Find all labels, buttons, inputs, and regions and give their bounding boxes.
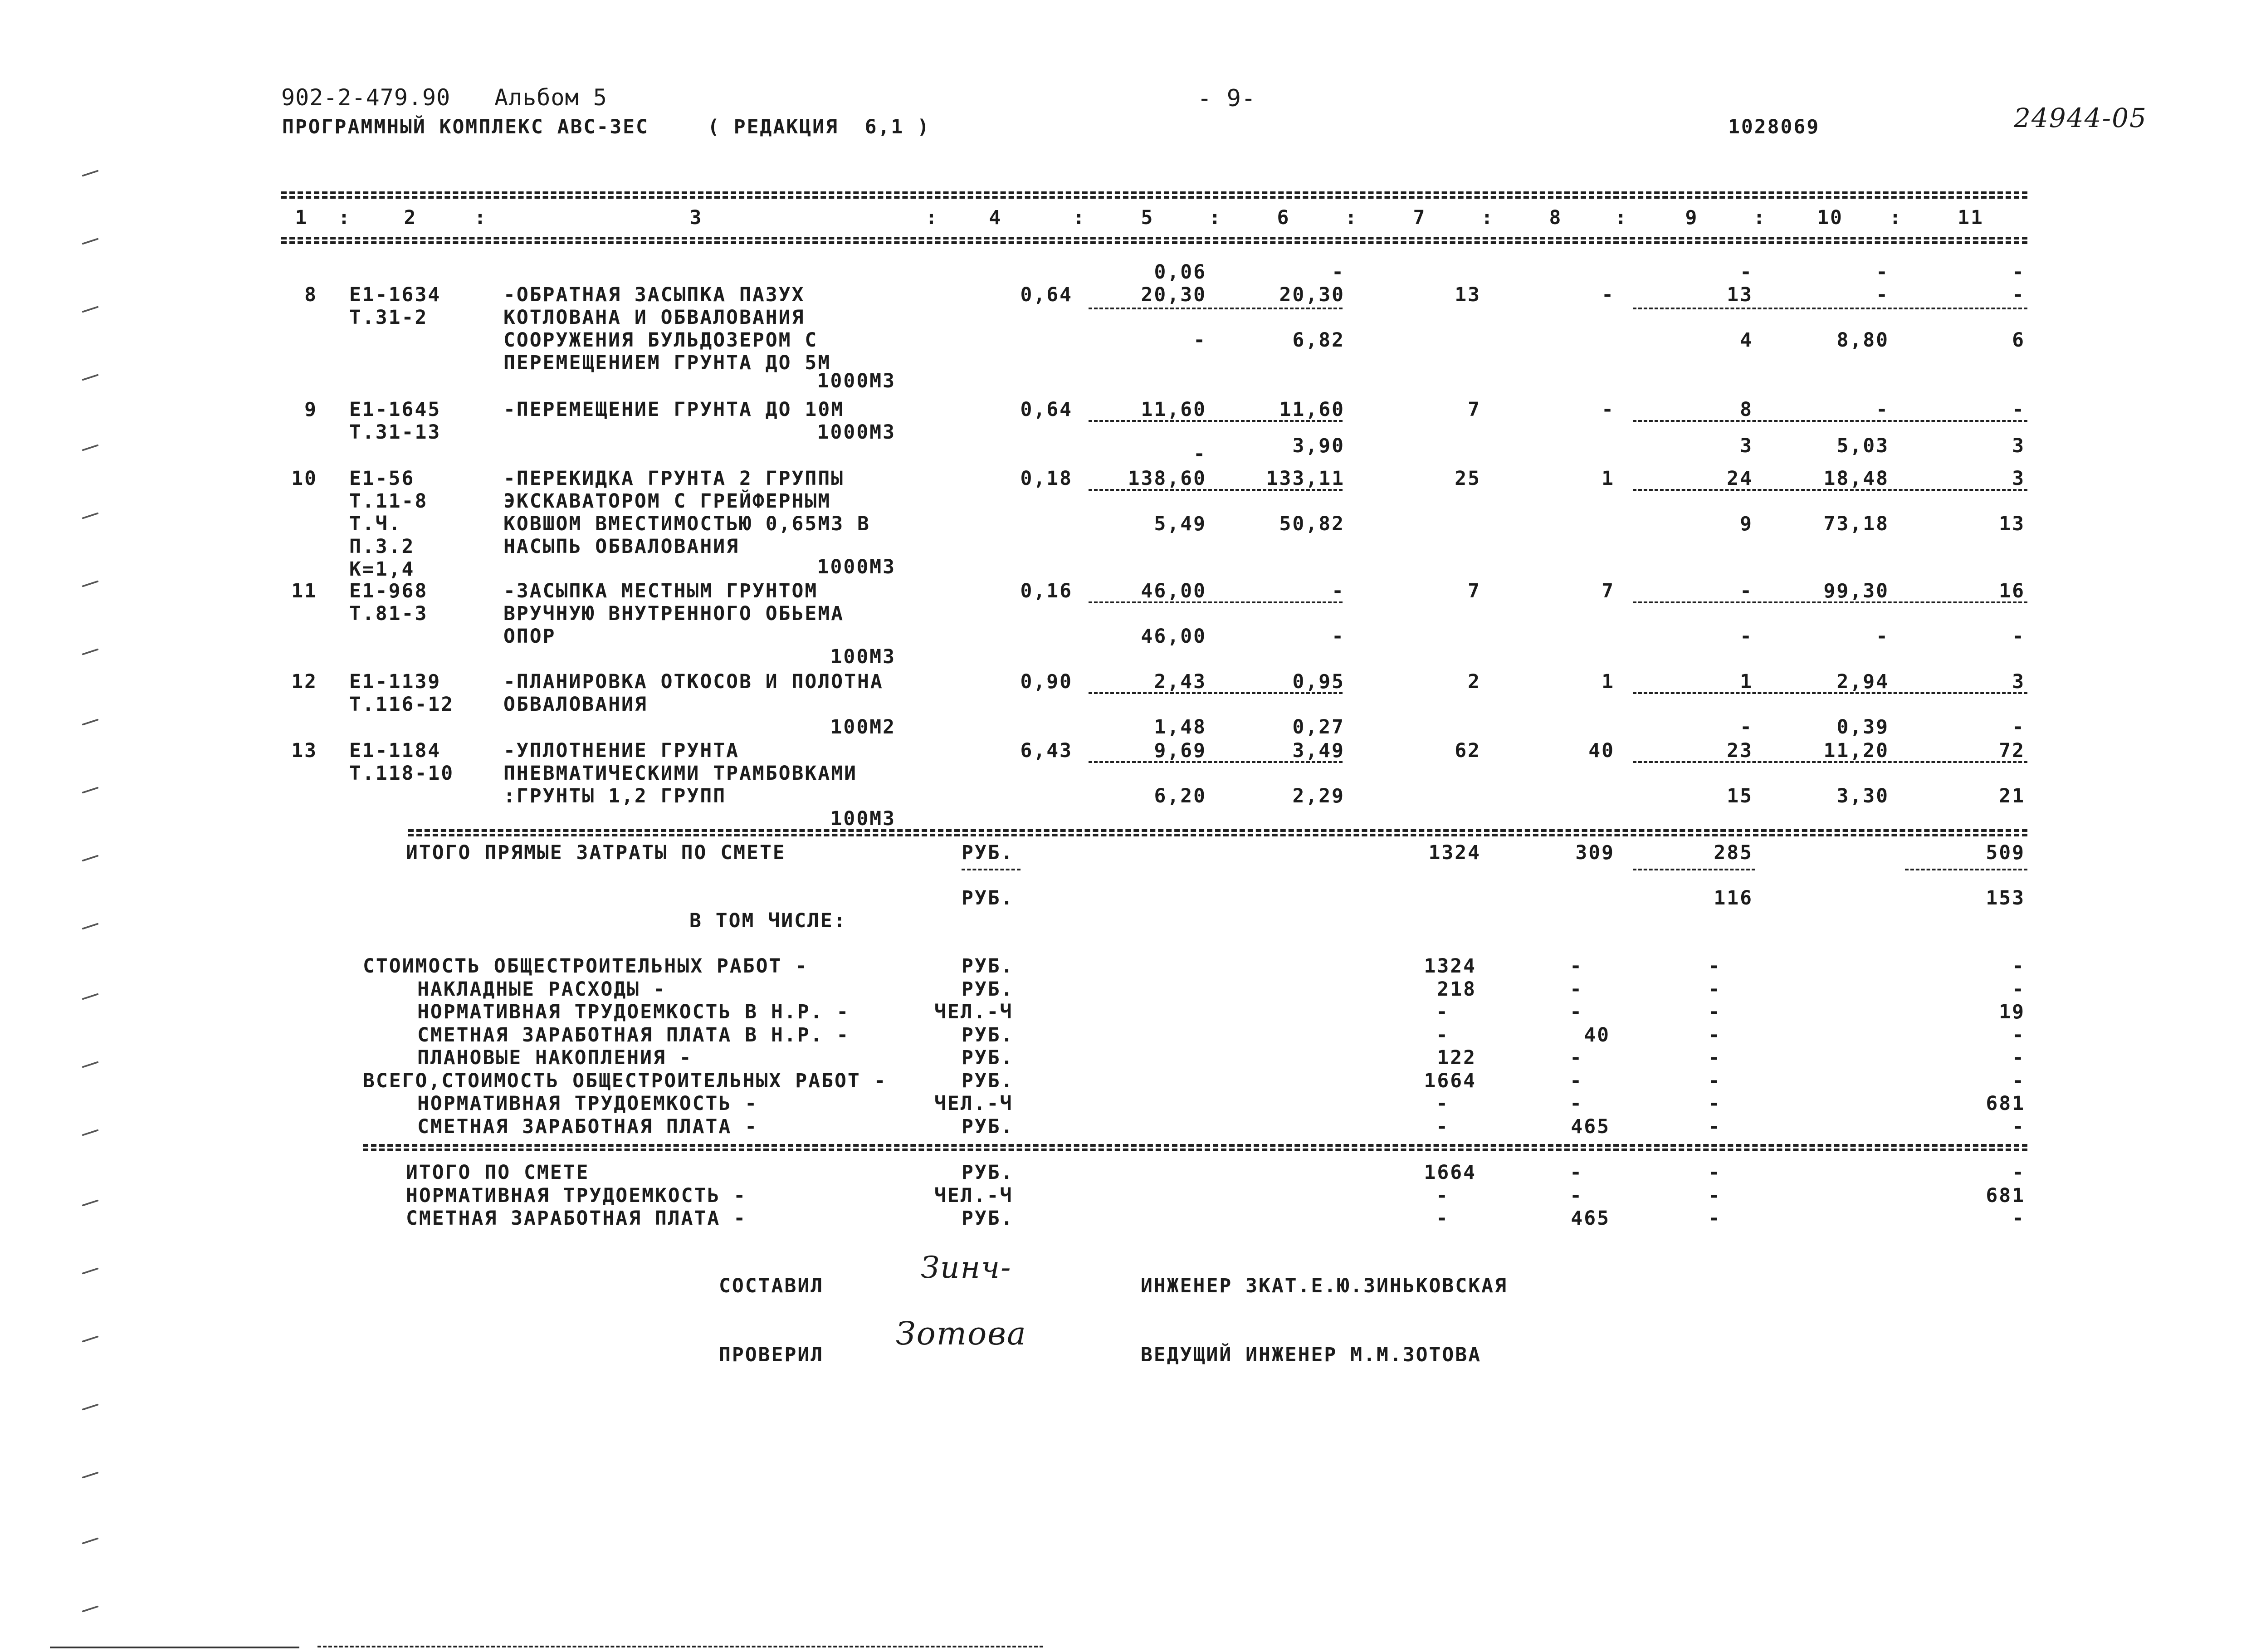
column-header-10: 10 (1817, 206, 1843, 229)
value-sub-c6: 2,29 (1292, 785, 1345, 807)
row-number: 8 (304, 283, 317, 306)
value-c10: 2,94 (1836, 670, 1889, 693)
value-sub-c5: 6,20 (1154, 785, 1206, 807)
value-c11: 16 (1999, 580, 2025, 602)
row-extra-note: К=1,4 (349, 558, 415, 581)
handwritten-number: 24944-05 (2014, 103, 2147, 133)
unit-rule (962, 869, 1021, 870)
summary-unit: РУБ. (962, 1115, 1014, 1138)
software-label: ПРОГРАММНЫЙ КОМПЛЕКС АВС-3ЕС (282, 116, 649, 138)
totals-rule-top (408, 829, 2027, 832)
final-rule-top-2 (363, 1149, 2027, 1151)
work-description: ПЕРЕМЕЩЕНИЕМ ГРУНТА ДО 5М (503, 352, 831, 374)
column-separator: : (338, 206, 352, 229)
value-c7: 2 (1468, 670, 1481, 693)
value-c5: 9,69 (1154, 739, 1206, 762)
margin-mark (82, 648, 98, 655)
value-c11: - (2012, 283, 2025, 306)
summary-c8: - (1570, 1046, 1583, 1069)
measure-unit: 100М3 (830, 807, 896, 830)
value-sub-c5: 5,49 (1154, 513, 1206, 535)
direct-costs-c11-sub: 153 (1986, 887, 2025, 909)
measure-unit: 1000М3 (817, 370, 896, 392)
subtotal-rule (1089, 308, 1343, 309)
value-sub-c11: - (2012, 625, 2025, 648)
value-c7: 7 (1468, 580, 1481, 602)
value-sub-c6: 0,27 (1292, 716, 1345, 738)
margin-mark (82, 1061, 98, 1068)
value-sub-c9: 15 (1727, 785, 1753, 807)
subtotal-rule (1633, 489, 2027, 491)
subtotal-rule (1089, 420, 1343, 422)
subtotal-rule (1089, 489, 1343, 491)
column-header-9: 9 (1685, 206, 1699, 229)
c9-rule (1633, 869, 1755, 870)
margin-mark (82, 1129, 98, 1136)
summary-unit: ЧЕЛ.-Ч (934, 1092, 1013, 1115)
direct-costs-c9-sub: 116 (1714, 887, 1753, 909)
value-sub-c6: 50,82 (1279, 513, 1345, 535)
value-sub-c11: 13 (1999, 513, 2025, 535)
summary-unit: РУБ. (962, 978, 1014, 1001)
margin-mark (82, 923, 98, 930)
summary-label: СМЕТНАЯ ЗАРАБОТНАЯ ПЛАТА В Н.Р. - (417, 1023, 850, 1046)
value-sub-c11: - (2012, 716, 2025, 738)
work-description: -ПЛАНИРОВКА ОТКОСОВ И ПОЛОТНА (503, 670, 884, 693)
summary-c8: - (1570, 1092, 1583, 1115)
work-description: КОВШОМ ВМЕСТИМОСТЬЮ 0,65М3 В (503, 513, 870, 535)
value-c5: 138,60 (1128, 467, 1206, 490)
work-description: ВРУЧНУЮ ВНУТРЕННОГО ОБЬЕМА (503, 602, 845, 625)
summary-c11: - (2012, 1115, 2025, 1138)
direct-costs-c7: 1324 (1428, 841, 1481, 864)
summary-c11: - (2012, 1046, 2025, 1069)
value-c10: 99,30 (1823, 580, 1889, 602)
work-description: -УПЛОТНЕНИЕ ГРУНТА (503, 739, 739, 762)
value-sub-c10: 8,80 (1836, 329, 1889, 352)
norm-code: Е1-968 (349, 580, 428, 602)
value-c9: 24 (1727, 467, 1753, 490)
value-top-c6: - (1332, 261, 1345, 283)
margin-mark (82, 1471, 98, 1479)
value-c9: 13 (1727, 283, 1753, 306)
table-ref: Т.116-12 (349, 693, 454, 716)
value-c6: 11,60 (1279, 398, 1345, 421)
value-c8: 7 (1602, 580, 1615, 602)
work-description: -ЗАСЫПКА МЕСТНЫМ ГРУНТОМ (503, 580, 818, 602)
header-rule-top-2 (281, 196, 2027, 199)
value-sub-c5: 46,00 (1141, 625, 1206, 648)
quantity: 6,43 (1020, 739, 1073, 762)
summary-label: СТОИМОСТЬ ОБЩЕСТРОИТЕЛЬНЫХ РАБОТ - (363, 955, 809, 978)
value-c11: 3 (2012, 467, 2025, 490)
header-rule-bottom-2 (281, 241, 2027, 244)
work-description: ОБВАЛОВАНИЯ (503, 693, 648, 716)
summary-c8: - (1570, 1001, 1583, 1023)
column-header-5: 5 (1141, 206, 1154, 229)
value-sub-c10: 73,18 (1823, 513, 1889, 535)
row-number: 10 (291, 467, 317, 490)
summary-label: ПЛАНОВЫЕ НАКОПЛЕНИЯ - (417, 1046, 693, 1069)
column-separator: : (1889, 206, 1903, 229)
summary-c11: - (2012, 978, 2025, 1001)
compiled-name: ИНЖЕНЕР 3КАТ.Е.Ю.ЗИНЬКОВСКАЯ (1141, 1275, 1508, 1297)
margin-mark (82, 1267, 98, 1275)
subtotal-rule (1089, 692, 1343, 694)
compiled-label: СОСТАВИЛ (719, 1275, 824, 1297)
final-rule-top (363, 1144, 2027, 1147)
value-c5: 11,60 (1141, 398, 1206, 421)
summary-label: НАКЛАДНЫЕ РАСХОДЫ - (417, 978, 666, 1001)
final-c8: - (1570, 1161, 1583, 1184)
value-c11: - (2012, 398, 2025, 421)
checked-signature: Зотова (896, 1315, 1027, 1352)
column-header-2: 2 (404, 206, 417, 229)
row-number: 13 (291, 739, 317, 762)
value-sub-c6: - (1332, 625, 1345, 648)
column-header-7: 7 (1413, 206, 1426, 229)
quantity: 0,90 (1020, 670, 1073, 693)
value-c8: 1 (1602, 467, 1615, 490)
direct-costs-c8: 309 (1575, 841, 1615, 864)
value-c8: - (1602, 283, 1615, 306)
value-c10: 18,48 (1823, 467, 1889, 490)
final-c11: - (2012, 1161, 2025, 1184)
value-c11: 72 (1999, 739, 2025, 762)
quantity: 0,64 (1020, 283, 1073, 306)
page-number: - 9- (1197, 85, 1256, 112)
column-separator: : (474, 206, 488, 229)
final-c11: - (2012, 1207, 2025, 1230)
totals-rule-top-2 (408, 834, 2027, 836)
work-description: ЭКСКАВАТОРОМ С ГРЕЙФЕРНЫМ (503, 490, 831, 513)
margin-mark (82, 787, 98, 794)
summary-c9: - (1708, 1069, 1721, 1092)
value-c5: 2,43 (1154, 670, 1206, 693)
summary-c8: 40 (1584, 1023, 1610, 1046)
summary-c8: - (1570, 955, 1583, 978)
norm-code: Е1-1645 (349, 398, 441, 421)
norm-code: Е1-1184 (349, 739, 441, 762)
table-ref: Т.118-10 (349, 762, 454, 785)
summary-c7: 122 (1437, 1046, 1476, 1069)
summary-c9: - (1708, 1046, 1721, 1069)
value-c7: 7 (1468, 398, 1481, 421)
value-sub-c9: 9 (1740, 513, 1753, 535)
norm-code: Е1-1634 (349, 283, 441, 306)
final-c9: - (1708, 1161, 1721, 1184)
summary-c9: - (1708, 978, 1721, 1001)
summary-unit: РУБ. (962, 1046, 1014, 1069)
value-c9: 8 (1740, 398, 1753, 421)
column-separator: : (1753, 206, 1767, 229)
final-c7: 1664 (1424, 1161, 1476, 1184)
final-unit: РУБ. (962, 1161, 1014, 1184)
value-c6: 3,49 (1292, 739, 1345, 762)
margin-mark (82, 512, 98, 519)
measure-unit: 1000М3 (817, 421, 896, 444)
value-c7: 13 (1455, 283, 1481, 306)
value-c6: 20,30 (1279, 283, 1345, 306)
c11-rule (1905, 869, 2027, 870)
measure-unit: 1000М3 (817, 556, 896, 578)
final-label: НОРМАТИВНАЯ ТРУДОЕМКОСТЬ - (406, 1184, 747, 1207)
work-description: -ПЕРЕКИДКА ГРУНТА 2 ГРУППЫ (503, 467, 845, 490)
summary-label: СМЕТНАЯ ЗАРАБОТНАЯ ПЛАТА - (417, 1115, 758, 1138)
work-description: КОТЛОВАНА И ОБВАЛОВАНИЯ (503, 306, 805, 329)
margin-mark (82, 1537, 98, 1544)
value-c7: 62 (1455, 739, 1481, 762)
summary-c9: - (1708, 1115, 1721, 1138)
row-number: 9 (304, 398, 317, 421)
column-header-4: 4 (989, 206, 1002, 229)
summary-c7: 1664 (1424, 1069, 1476, 1092)
album-label: Альбом 5 (494, 84, 607, 111)
final-c8: 465 (1571, 1207, 1610, 1230)
value-top-c5: 0,06 (1154, 261, 1206, 283)
row-extra-note: Т.Ч. (349, 513, 402, 535)
value-c10: - (1876, 283, 1889, 306)
summary-c11: - (2012, 1069, 2025, 1092)
table-ref: Т.31-2 (349, 306, 428, 329)
value-c6: 0,95 (1292, 670, 1345, 693)
doc-code: 902-2-479.90 (281, 84, 451, 111)
value-sub-c9: - (1740, 625, 1753, 648)
value-c9: 23 (1727, 739, 1753, 762)
summary-c11: - (2012, 1023, 2025, 1046)
value-c8: 40 (1588, 739, 1615, 762)
column-header-6: 6 (1277, 206, 1290, 229)
column-separator: : (1345, 206, 1358, 229)
value-sub-c9: - (1740, 716, 1753, 738)
value-top-c9: - (1740, 261, 1753, 283)
margin-mark (82, 306, 98, 313)
margin-mark (82, 444, 98, 451)
final-unit: ЧЕЛ.-Ч (934, 1184, 1013, 1207)
quantity: 0,64 (1020, 398, 1073, 421)
value-sub-c5: - (1193, 329, 1206, 352)
margin-mark (82, 1605, 98, 1613)
value-c10: 11,20 (1823, 739, 1889, 762)
value-top-c11: - (2012, 261, 2025, 283)
doc-number: 1028069 (1728, 116, 1820, 138)
value-c8: 1 (1602, 670, 1615, 693)
direct-costs-c11: 509 (1986, 841, 2025, 864)
direct-costs-label: ИТОГО ПРЯМЫЕ ЗАТРАТЫ ПО СМЕТЕ (406, 841, 786, 864)
direct-costs-unit-2: РУБ. (962, 887, 1014, 909)
value-sub-c11: 3 (2012, 435, 2025, 457)
subtotal-rule (1633, 761, 2027, 763)
final-label: ИТОГО ПО СМЕТЕ (406, 1161, 590, 1184)
quantity: 0,16 (1020, 580, 1073, 602)
summary-c11: 681 (1986, 1092, 2025, 1115)
column-header-11: 11 (1958, 206, 1984, 229)
margin-mark (82, 855, 98, 862)
subtotal-rule (1633, 692, 2027, 694)
summary-label: ВСЕГО,СТОИМОСТЬ ОБЩЕСТРОИТЕЛЬНЫХ РАБОТ - (363, 1069, 887, 1092)
work-description: НАСЫПЬ ОБВАЛОВАНИЯ (503, 535, 739, 558)
value-sub-c5: 1,48 (1154, 716, 1206, 738)
quantity: 0,18 (1020, 467, 1073, 490)
margin-mark (82, 718, 98, 726)
summary-unit: РУБ. (962, 1069, 1014, 1092)
value-sub-c5: - (1193, 443, 1206, 465)
summary-label: НОРМАТИВНАЯ ТРУДОЕМКОСТЬ - (417, 1092, 758, 1115)
summary-c9: - (1708, 955, 1721, 978)
value-sub-c11: 21 (1999, 785, 2025, 807)
checked-label: ПРОВЕРИЛ (719, 1344, 824, 1366)
summary-c8: - (1570, 1069, 1583, 1092)
margin-mark (82, 374, 98, 381)
summary-c11: - (2012, 955, 2025, 978)
value-sub-c9: 3 (1740, 435, 1753, 457)
value-sub-c9: 4 (1740, 329, 1753, 352)
checked-name: ВЕДУЩИЙ ИНЖЕНЕР М.М.ЗОТОВА (1141, 1344, 1482, 1366)
column-header-1: 1 (295, 206, 308, 229)
value-c7: 25 (1455, 467, 1481, 490)
margin-mark (82, 1335, 98, 1343)
measure-unit: 100М2 (830, 716, 896, 738)
header-rule-top (281, 191, 2027, 194)
final-c8: - (1570, 1184, 1583, 1207)
column-separator: : (1481, 206, 1494, 229)
margin-mark (82, 1199, 98, 1207)
column-separator: : (1209, 206, 1222, 229)
subtotal-rule (1633, 601, 2027, 603)
work-description: -ОБРАТНАЯ ЗАСЫПКА ПАЗУХ (503, 283, 805, 306)
bottom-edge-line (50, 1647, 299, 1648)
summary-c7: 218 (1437, 978, 1476, 1001)
value-sub-c6: 3,90 (1292, 435, 1345, 457)
table-ref: Т.11-8 (349, 490, 428, 513)
column-separator: : (1615, 206, 1628, 229)
measure-unit: 100М3 (830, 645, 896, 668)
value-c6: 133,11 (1266, 467, 1345, 490)
value-c5: 46,00 (1141, 580, 1206, 602)
direct-costs-unit: РУБ. (962, 841, 1014, 864)
summary-c8: 465 (1571, 1115, 1610, 1138)
value-c11: 3 (2012, 670, 2025, 693)
subtotal-rule (1633, 420, 2027, 422)
value-sub-c10: 0,39 (1836, 716, 1889, 738)
work-description: -ПЕРЕМЕЩЕНИЕ ГРУНТА ДО 10М (503, 398, 845, 421)
summary-c9: - (1708, 1023, 1721, 1046)
margin-mark (82, 1403, 98, 1411)
summary-c9: - (1708, 1001, 1721, 1023)
value-sub-c10: 5,03 (1836, 435, 1889, 457)
work-description: ОПОР (503, 625, 556, 648)
norm-code: Е1-56 (349, 467, 415, 490)
summary-c7: - (1436, 1115, 1449, 1138)
final-c9: - (1708, 1207, 1721, 1230)
table-ref: Т.31-13 (349, 421, 441, 444)
summary-c9: - (1708, 1092, 1721, 1115)
column-separator: : (1073, 206, 1086, 229)
summary-c7: - (1436, 1092, 1449, 1115)
edition-label: ( РЕДАКЦИЯ 6,1 ) (708, 116, 931, 138)
value-sub-c10: 3,30 (1836, 785, 1889, 807)
work-description: :ГРУНТЫ 1,2 ГРУПП (503, 785, 727, 807)
value-c8: - (1602, 398, 1615, 421)
margin-mark (82, 238, 98, 245)
summary-c11: 19 (1999, 1001, 2025, 1023)
value-c9: 1 (1740, 670, 1753, 693)
column-header-8: 8 (1549, 206, 1563, 229)
summary-c7: - (1436, 1001, 1449, 1023)
value-sub-c10: - (1876, 625, 1889, 648)
summary-c7: 1324 (1424, 955, 1476, 978)
final-label: СМЕТНАЯ ЗАРАБОТНАЯ ПЛАТА - (406, 1207, 747, 1230)
direct-costs-c9: 285 (1714, 841, 1753, 864)
subtotal-rule (1089, 601, 1343, 603)
work-description: СООРУЖЕНИЯ БУЛЬДОЗЕРОМ С (503, 329, 818, 352)
summary-unit: ЧЕЛ.-Ч (934, 1001, 1013, 1023)
value-c6: - (1332, 580, 1345, 602)
summary-label: НОРМАТИВНАЯ ТРУДОЕМКОСТЬ В Н.Р. - (417, 1001, 850, 1023)
row-number: 12 (291, 670, 317, 693)
value-sub-c11: 6 (2012, 329, 2025, 352)
final-c7: - (1436, 1207, 1449, 1230)
subtotal-rule (1089, 761, 1343, 763)
subtotal-rule (1633, 308, 2027, 309)
column-separator: : (925, 206, 939, 229)
summary-c7: - (1436, 1023, 1449, 1046)
summary-c8: - (1570, 978, 1583, 1001)
table-ref: Т.81-3 (349, 602, 428, 625)
row-number: 11 (291, 580, 317, 602)
final-c7: - (1436, 1184, 1449, 1207)
value-c5: 20,30 (1141, 283, 1206, 306)
summary-unit: РУБ. (962, 1023, 1014, 1046)
final-c9: - (1708, 1184, 1721, 1207)
value-c9: - (1740, 580, 1753, 602)
final-c11: 681 (1986, 1184, 2025, 1207)
row-extra-note: П.3.2 (349, 535, 415, 558)
margin-mark (82, 993, 98, 1000)
work-description: ПНЕВМАТИЧЕСКИМИ ТРАМБОВКАМИ (503, 762, 857, 785)
header-rule-bottom (281, 237, 2027, 239)
compiled-signature: Зинч- (921, 1250, 1012, 1285)
column-header-3: 3 (689, 206, 703, 229)
value-c10: - (1876, 398, 1889, 421)
value-top-c10: - (1876, 261, 1889, 283)
bottom-edge-dash (317, 1646, 1043, 1647)
including-label: В ТОМ ЧИСЛЕ: (689, 909, 847, 932)
norm-code: Е1-1139 (349, 670, 441, 693)
summary-unit: РУБ. (962, 955, 1014, 978)
final-unit: РУБ. (962, 1207, 1014, 1230)
margin-mark (82, 170, 98, 177)
value-sub-c6: 6,82 (1292, 329, 1345, 352)
